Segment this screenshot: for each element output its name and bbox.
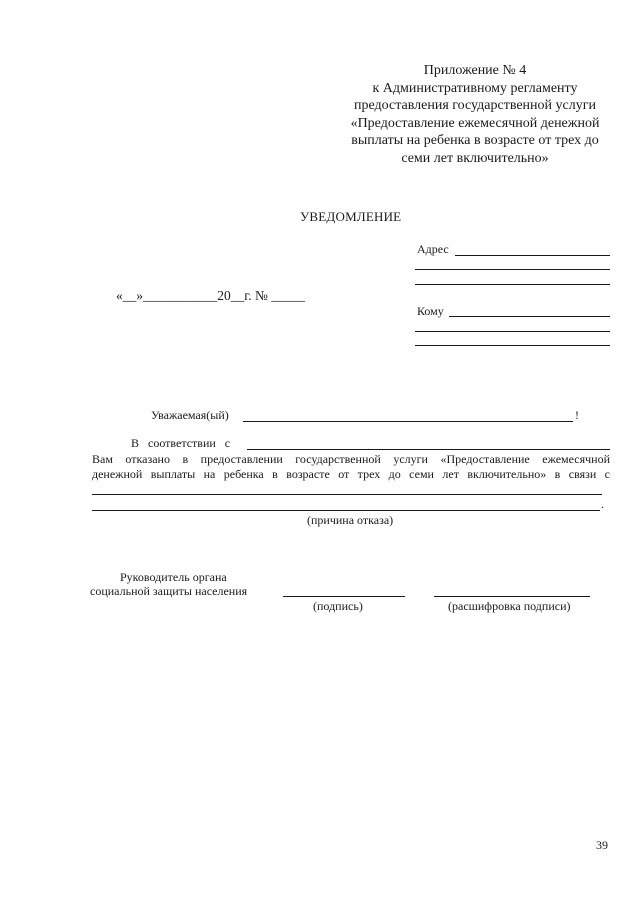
signature-caption: (подпись) — [313, 599, 363, 613]
greeting-exclamation: ! — [575, 408, 579, 422]
head-title-line-1: Руководитель органа — [120, 570, 227, 584]
recipient-line-2 — [415, 331, 610, 332]
reason-line-2 — [92, 510, 600, 511]
recipient-label: Кому — [417, 304, 444, 318]
signature-decryption-line — [434, 596, 590, 597]
body-line-1-start: В соответствии с — [131, 436, 231, 450]
document-title: УВЕДОМЛЕНИЕ — [300, 209, 402, 224]
body-line-3: денежной выплаты на ребенка в возрасте от трех до семи лет включительно» в связи с — [92, 467, 610, 481]
body-line-1-blank — [247, 449, 610, 450]
appendix-line: семи лет включительно» — [401, 150, 549, 166]
appendix-line: к Административному регламенту — [372, 80, 578, 96]
recipient-line-3 — [415, 345, 610, 346]
signature-line — [283, 596, 405, 597]
page-number: 39 — [596, 838, 608, 852]
address-line-1 — [455, 255, 610, 256]
reason-caption: (причина отказа) — [307, 513, 394, 527]
recipient-line-1 — [449, 316, 610, 317]
appendix-line: выплаты на ребенка в возрасте от трех до — [351, 133, 599, 148]
greeting-label: Уважаемая(ый) — [151, 408, 229, 422]
appendix-line: Приложение № 4 — [423, 63, 527, 78]
appendix-header — [330, 62, 620, 167]
appendix-line: предоставления государственной услуги — [354, 98, 596, 113]
reason-line-dot: . — [601, 497, 604, 511]
decryption-caption: (расшифровка подписи) — [448, 599, 571, 613]
date-number-line: «__»___________20__г. № _____ — [116, 288, 306, 303]
head-title-line-2: социальной защиты населения — [90, 584, 248, 598]
appendix-line: «Предоставление ежемесячной денежной — [350, 115, 600, 131]
address-label: Адрес — [417, 242, 449, 256]
greeting-name-line — [243, 421, 573, 422]
address-line-2 — [415, 269, 610, 270]
body-line-2: Вам отказано в предоставлении государственной услуги «Предоставление ежемесячной — [92, 452, 610, 466]
reason-line-1 — [92, 494, 602, 495]
address-line-3 — [415, 284, 610, 285]
